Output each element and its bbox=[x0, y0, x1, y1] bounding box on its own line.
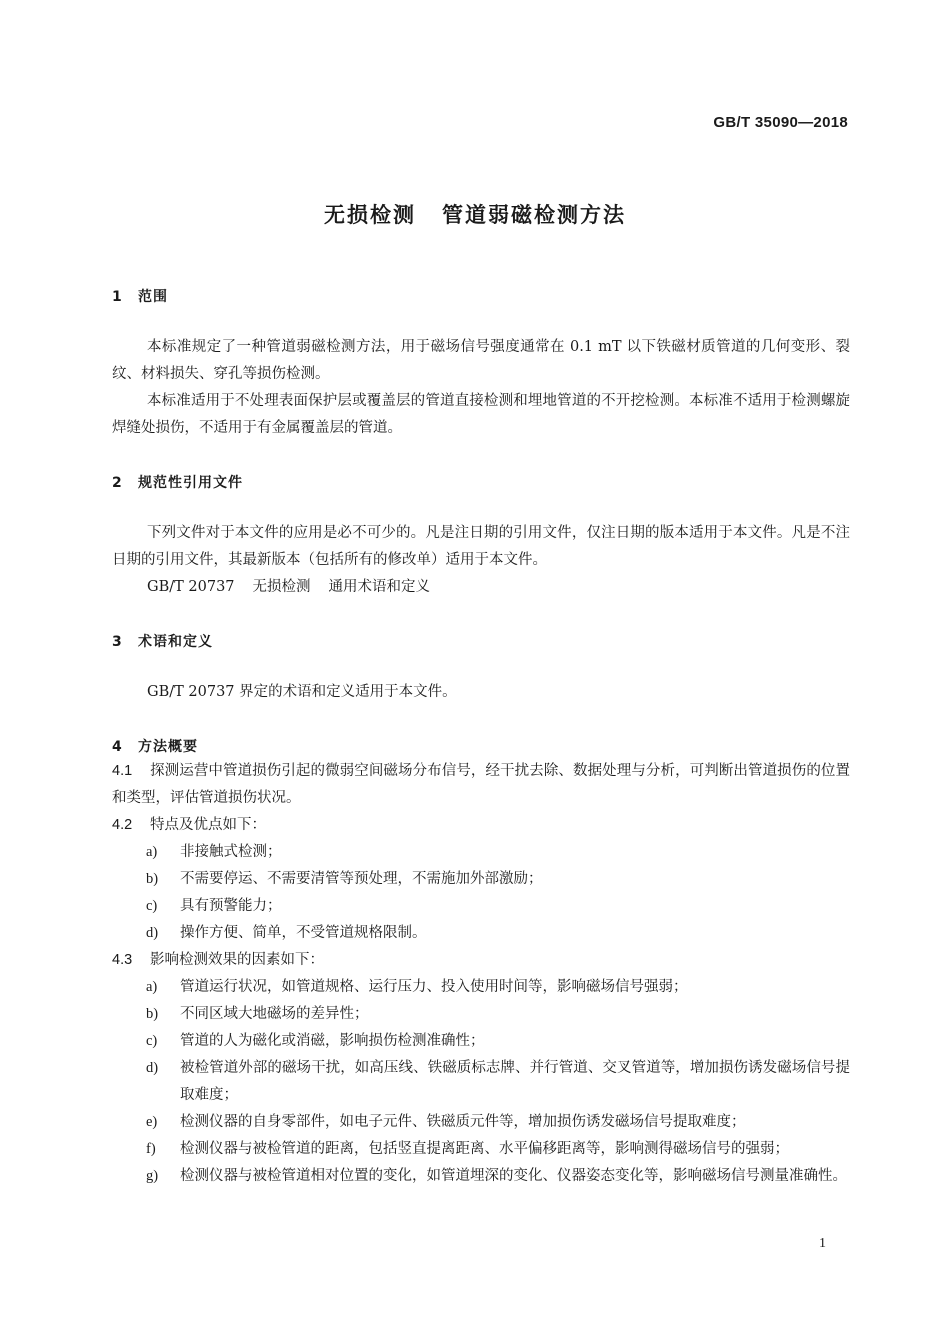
clause-4-2 bbox=[112, 812, 850, 839]
list-item bbox=[112, 1055, 850, 1109]
section-title: 范围 bbox=[138, 289, 168, 305]
reference-entry bbox=[112, 574, 850, 601]
list-item bbox=[112, 1163, 850, 1190]
clause-number: 4.2 bbox=[112, 817, 133, 833]
list-item bbox=[112, 1028, 850, 1055]
item-mark: b) bbox=[146, 1006, 159, 1022]
list-item bbox=[112, 893, 850, 920]
list-item bbox=[112, 1109, 850, 1136]
section-title: 方法概要 bbox=[138, 739, 198, 755]
item-mark: b) bbox=[146, 871, 159, 887]
page-number: 1 bbox=[819, 1236, 826, 1251]
item-text: 具有预警能力； bbox=[180, 898, 282, 914]
section-heading-4 bbox=[112, 736, 850, 758]
item-text: 被检管道外部的磁场干扰，如高压线、铁磁质标志牌、并行管道、交叉管道等，增加损伤诱发磁场信号提取难度； bbox=[180, 1060, 850, 1103]
list-item bbox=[112, 1001, 850, 1028]
section-heading-3 bbox=[112, 631, 850, 653]
item-text: 检测仪器的自身零部件，如电子元件、铁磁质元件等，增加损伤诱发磁场信号提取难度； bbox=[180, 1114, 746, 1130]
item-text: 不需要停运、不需要清管等预处理，不需施加外部激励； bbox=[180, 871, 543, 887]
scope-paragraph-1: 本标准规定了一种管道弱磁检测方法，用于磁场信号强度通常在 0.1 mT 以下铁磁材质管道的几何变形、裂纹、材料损失、穿孔等损伤检测。 bbox=[112, 339, 850, 382]
item-mark: d) bbox=[146, 1060, 159, 1076]
item-mark: c) bbox=[146, 1033, 158, 1049]
section-title: 规范性引用文件 bbox=[138, 475, 243, 491]
clause-text: 特点及优点如下： bbox=[150, 817, 266, 833]
clause-number: 4.1 bbox=[112, 763, 133, 779]
item-text: 管道运行状况，如管道规格、运行压力、投入使用时间等，影响磁场信号强弱； bbox=[180, 979, 688, 995]
list-item bbox=[112, 1136, 850, 1163]
clause-4-3 bbox=[112, 947, 850, 974]
title-part-1: 无损检测 bbox=[324, 203, 416, 227]
item-mark: a) bbox=[146, 979, 158, 995]
section-title: 术语和定义 bbox=[138, 634, 213, 650]
item-mark: d) bbox=[146, 925, 159, 941]
item-text: 检测仪器与被检管道相对位置的变化，如管道埋深的变化、仪器姿态变化等，影响磁场信号测量准确性。 bbox=[180, 1168, 847, 1184]
item-text: 非接触式检测； bbox=[180, 844, 282, 860]
list-item bbox=[112, 920, 850, 947]
list-item bbox=[112, 866, 850, 893]
item-mark: g) bbox=[146, 1168, 159, 1184]
item-mark: f) bbox=[146, 1141, 156, 1157]
section-heading-2 bbox=[112, 472, 850, 494]
reference-name-2: 通用术语和定义 bbox=[328, 579, 431, 595]
section-number: 3 bbox=[112, 634, 123, 650]
clause-number: 4.3 bbox=[112, 952, 133, 968]
document-body bbox=[112, 286, 850, 1190]
section-number: 1 bbox=[112, 289, 123, 305]
clause-text: 影响检测效果的因素如下： bbox=[150, 952, 324, 968]
item-mark: c) bbox=[146, 898, 158, 914]
item-mark: a) bbox=[146, 844, 158, 860]
reference-name-1: 无损检测 bbox=[252, 579, 311, 595]
section-heading-1 bbox=[112, 286, 850, 308]
clause-4-1 bbox=[112, 758, 850, 812]
item-text: 操作方便、简单，不受管道规格限制。 bbox=[180, 925, 427, 941]
terms-paragraph: GB/T 20737 界定的术语和定义适用于本文件。 bbox=[147, 684, 457, 700]
item-text: 检测仪器与被检管道的距离，包括竖直提离距离、水平偏移距离等，影响测得磁场信号的强弱； bbox=[180, 1141, 789, 1157]
normative-references-paragraph: 下列文件对于本文件的应用是必不可少的。凡是注日期的引用文件，仅注日期的版本适用于本文件。凡是不注日期的引用文件，其最新版本（包括所有的修改单）适用于本文件。 bbox=[112, 525, 850, 568]
scope-paragraph-2: 本标准适用于不处理表面保护层或覆盖层的管道直接检测和埋地管道的不开挖检测。本标准不适用于检测螺旋焊缝处损伤，不适用于有金属覆盖层的管道。 bbox=[112, 393, 850, 436]
list-item bbox=[112, 974, 850, 1001]
factors-list bbox=[112, 974, 850, 1190]
title-part-2: 管道弱磁检测方法 bbox=[442, 203, 626, 227]
item-mark: e) bbox=[146, 1114, 158, 1130]
document-title bbox=[0, 199, 950, 229]
section-number: 2 bbox=[112, 475, 123, 491]
standard-code: GB/T 35090—2018 bbox=[713, 114, 848, 131]
item-text: 管道的人为磁化或消磁，影响损伤检测准确性； bbox=[180, 1033, 485, 1049]
section-number: 4 bbox=[112, 739, 123, 755]
advantages-list bbox=[112, 839, 850, 947]
list-item bbox=[112, 839, 850, 866]
reference-code: GB/T 20737 bbox=[147, 579, 235, 595]
clause-text: 探测运营中管道损伤引起的微弱空间磁场分布信号，经干扰去除、数据处理与分析，可判断出管道损伤的位置和类型，评估管道损伤状况。 bbox=[112, 763, 850, 806]
item-text: 不同区域大地磁场的差异性； bbox=[180, 1006, 369, 1022]
